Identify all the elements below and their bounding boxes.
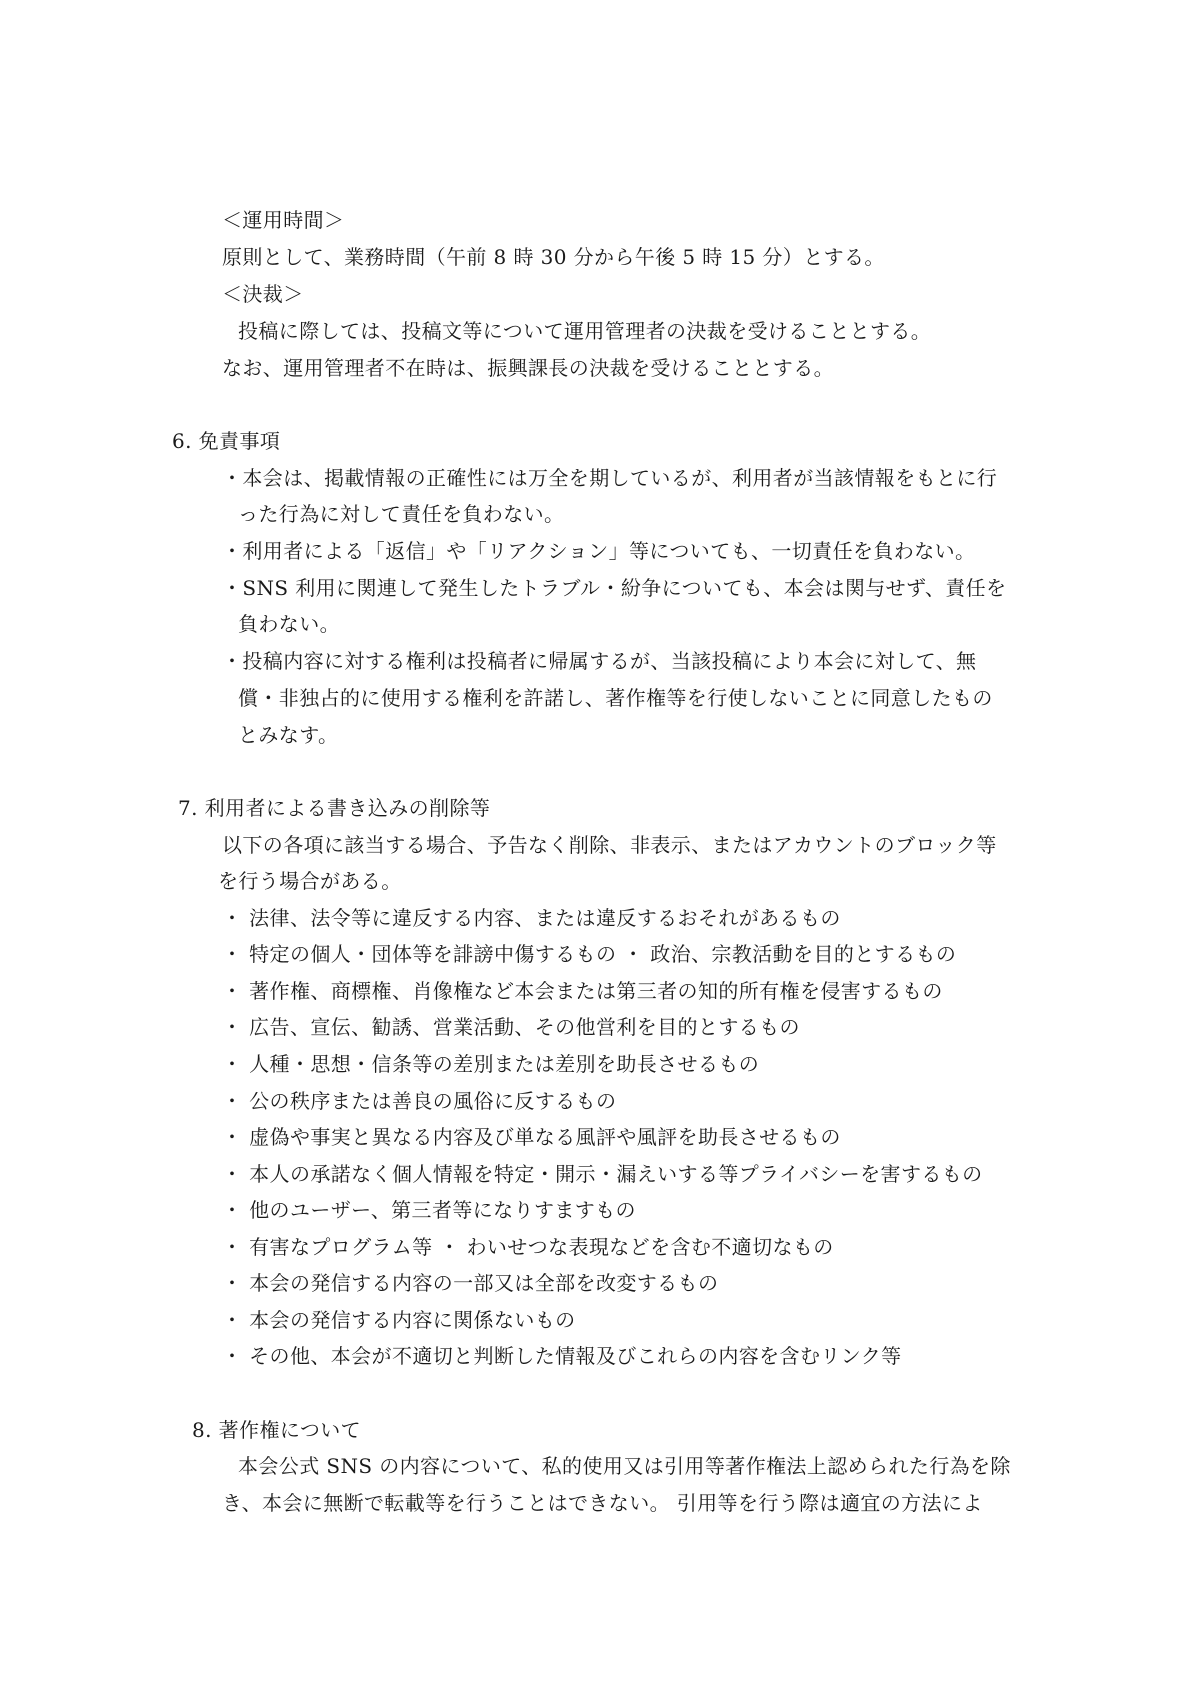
operation-hours-text: 原則として、業務時間（午前 8 時 30 分から午後 5 時 15 分）とする。 xyxy=(222,245,885,269)
section-7-list-item: ・ 人種・思想・信条等の差別または差別を助長させるもの xyxy=(222,1052,760,1076)
section-7-list-item: ・ 他のユーザー、第三者等になりすますもの xyxy=(222,1198,636,1222)
approval-heading: ＜決裁＞ xyxy=(222,282,304,306)
section-6-item-1-line-1: ・本会は、掲載情報の正確性には万全を期しているが、利用者が当該情報をもとに行 xyxy=(222,466,998,490)
approval-line-1: 投稿に際しては、投稿文等について運用管理者の決裁を受けることとする。 xyxy=(238,319,932,343)
section-7-list-item: ・ 本人の承諾なく個人情報を特定・開示・漏えいする等プライバシーを害するもの xyxy=(222,1162,983,1186)
section-7-list-item: ・ 著作権、商標権、肖像権など本会または第三者の知的所有権を侵害するもの xyxy=(222,979,943,1003)
section-6-item-2: ・利用者による「返信」や「リアクション」等についても、一切責任を負わない。 xyxy=(222,539,976,563)
section-7-title: 7. 利用者による書き込みの削除等 xyxy=(178,796,491,820)
section-7-list-item: ・ 法律、法令等に違反する内容、または違反するおそれがあるもの xyxy=(222,906,841,930)
section-7-list-item: ・ その他、本会が不適切と判断した情報及びこれらの内容を含むリンク等 xyxy=(222,1344,902,1368)
approval-line-2: なお、運用管理者不在時は、振興課長の決裁を受けることとする。 xyxy=(222,356,834,380)
section-7-list-item: ・ 特定の個人・団体等を誹謗中傷するもの ・ 政治、宗教活動を目的とするもの xyxy=(222,942,957,966)
section-6-item-4-line-3: とみなす。 xyxy=(238,723,339,747)
section-7-intro-line-1: 以下の各項に該当する場合、予告なく削除、非表示、またはアカウントのブロック等 xyxy=(222,833,997,857)
section-8-title: 8. 著作権について xyxy=(192,1418,362,1442)
section-7-list-item: ・ 広告、宣伝、勧誘、営業活動、その他営利を目的とするもの xyxy=(222,1015,800,1039)
operation-hours-heading: ＜運用時間＞ xyxy=(222,208,345,232)
section-6-item-4-line-1: ・投稿内容に対する権利は投稿者に帰属するが、当該投稿により本会に対して、無 xyxy=(222,649,977,673)
section-7-list-item: ・ 本会の発信する内容に関係ないもの xyxy=(222,1308,576,1332)
section-6-item-3-line-2: 負わない。 xyxy=(238,612,340,636)
section-6-title: 6. 免責事項 xyxy=(172,429,281,453)
section-6-item-1-line-2: った行為に対して責任を負わない。 xyxy=(238,502,565,526)
section-8-line-2: き、本会に無断で転載等を行うことはできない。 引用等を行う際は適宜の方法によ xyxy=(222,1491,983,1515)
section-6-item-4-line-2: 償・非独占的に使用する権利を許諾し、著作権等を行使しないことに同意したもの xyxy=(238,686,993,710)
section-7-list-item: ・ 有害なプログラム等 ・ わいせつな表現などを含む不適切なもの xyxy=(222,1235,834,1259)
section-8-line-1: 本会公式 SNS の内容について、私的使用又は引用等著作権法上認められた行為を除 xyxy=(238,1454,1011,1478)
section-7-list-item: ・ 公の秩序または善良の風俗に反するもの xyxy=(222,1089,617,1113)
section-7-intro-line-2: を行う場合がある。 xyxy=(218,869,402,893)
section-7-list-item: ・ 本会の発信する内容の一部又は全部を改変するもの xyxy=(222,1271,719,1295)
section-7-list-item: ・ 虚偽や事実と異なる内容及び単なる風評や風評を助長させるもの xyxy=(222,1125,841,1149)
section-6-item-3-line-1: ・SNS 利用に関連して発生したトラブル・紛争についても、本会は関与せず、責任を xyxy=(222,576,1007,600)
